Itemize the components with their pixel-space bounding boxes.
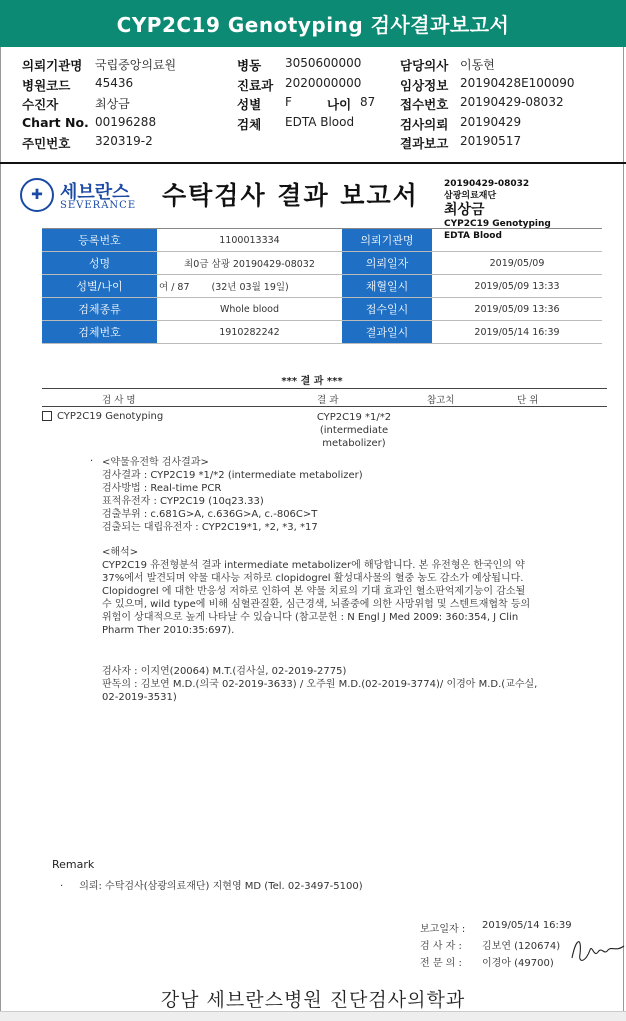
grid-label: 등록번호 xyxy=(42,229,157,251)
results-title: *** 결 과 *** xyxy=(281,376,343,387)
info-label: 주민번호 xyxy=(22,136,71,151)
info-label: 병동 xyxy=(237,58,262,73)
grid-label: 의뢰기관명 xyxy=(342,229,432,251)
info-value: EDTA Blood xyxy=(285,115,355,129)
remark-item xyxy=(60,877,363,892)
sticker-line: 삼광의료재단 xyxy=(444,191,497,201)
staff-line: 검사자 : 이지연(20064) M.T.(검사실, 02-2019-2775) xyxy=(102,666,347,677)
col-header-ref: 참고치 xyxy=(427,395,455,406)
grid-label: 검체종류 xyxy=(42,298,157,320)
divider xyxy=(0,162,626,164)
grid-value xyxy=(432,229,602,251)
interp-heading: <해석> xyxy=(102,547,139,558)
table-rule xyxy=(42,406,607,407)
sex-age: 여 / 87 xyxy=(159,282,190,293)
info-value: 3050600000 xyxy=(285,56,362,70)
result-line: (intermediate xyxy=(319,425,389,436)
grid-label: 채혈일시 xyxy=(342,275,432,297)
table-rule xyxy=(42,388,607,389)
grid-value: 1100013334 xyxy=(219,234,280,246)
info-value: 45436 xyxy=(95,76,134,90)
info-label: 수진자 xyxy=(22,97,59,112)
info-value: F xyxy=(285,95,292,109)
interp-line: 위험이 상대적으로 높게 나타날 수 있습니다 (참고문헌 : N Engl J Med 2009: 360:354, J Clin xyxy=(102,612,519,623)
pgx-heading: <약물유전학 검사결과> xyxy=(102,457,209,468)
info-value: 20190429 xyxy=(460,115,522,129)
info-label: 진료과 xyxy=(237,78,274,93)
staff-line: 02-2019-3531) xyxy=(102,692,177,703)
grid-value: 1910282242 xyxy=(219,326,280,338)
info-label: 의뢰기관명 xyxy=(22,58,83,73)
result-line: metabolizer) xyxy=(322,438,386,449)
examiner: 김보연 (120674) xyxy=(482,941,561,952)
interp-line: CYP2C19 유전형분석 결과 intermediate metabolizer에 해당합니다. 본 유전형은 한국인의 약 xyxy=(102,560,525,571)
sign-label: 검 사 자 : xyxy=(420,941,462,952)
grid-value: 2019/05/14 16:39 xyxy=(474,326,560,338)
col-header-name: 검 사 명 xyxy=(102,395,136,406)
grid-row xyxy=(42,252,602,275)
grid-value: 2019/05/09 xyxy=(489,257,545,269)
logo-korean: 세브란스 xyxy=(60,182,130,203)
sign-label: 보고일자 : xyxy=(420,924,466,935)
info-label: 성별 xyxy=(237,97,262,112)
interp-line: Clopidogrel 에 대한 반응성 저하로 인하여 본 약물 치료의 기대 효과인 혈소판억제기능이 감소될 xyxy=(102,586,526,597)
grid-row xyxy=(42,229,602,252)
info-label: 담당의사 xyxy=(400,58,449,73)
sign-label: 전 문 의 : xyxy=(420,958,462,969)
scan-title: 수탁검사 결과 보고서 xyxy=(162,181,419,210)
specialist: 이경아 (49700) xyxy=(482,958,554,969)
pgx-line: 검출부위 : c.681G>A, c.636G>A, c.-806C>T xyxy=(102,509,318,520)
interp-line: 37%에서 발견되며 약물 대사능 저하로 clopidogrel 활성대사물의 혈중 농도 감소가 예상됩니다. xyxy=(102,573,524,584)
spacer xyxy=(102,637,602,665)
col-header-unit: 단 위 xyxy=(517,395,539,406)
scanned-report xyxy=(12,170,612,969)
test-result xyxy=(308,411,400,450)
remark-text: 의뢰: 수탁검사(삼광의료재단) 지현영 MD (Tel. 02-3497-5100) xyxy=(79,881,363,892)
grid-value xyxy=(157,275,344,297)
grid-row xyxy=(42,298,602,321)
logo-english: SEVERANCE xyxy=(60,200,137,211)
grid-value: Whole blood xyxy=(219,303,280,315)
test-name xyxy=(42,411,163,422)
col-header-result: 결 과 xyxy=(317,395,339,406)
info-value: 최상금 xyxy=(95,97,130,111)
report-title: CYP2C19 Genotyping 검사결과보고서 xyxy=(116,13,510,37)
severance-logo xyxy=(16,176,136,216)
spacer xyxy=(102,534,602,546)
birth-date: (32년 03월 19일) xyxy=(211,282,289,293)
remark-title: Remark xyxy=(52,858,95,871)
pgx-line: 검사결과 : CYP2C19 *1/*2 (intermediate metabolizer) xyxy=(102,470,363,481)
grid-label: 결과일시 xyxy=(342,321,432,343)
info-label: 임상정보 xyxy=(400,78,449,93)
result-line: CYP2C19 *1/*2 xyxy=(316,412,392,423)
sticker-line: EDTA Blood xyxy=(444,231,502,241)
info-value: 00196288 xyxy=(95,115,157,129)
test-name-text: CYP2C19 Genotyping xyxy=(57,411,164,422)
grid-value: 2019/05/09 13:36 xyxy=(474,303,560,315)
checkbox-icon xyxy=(42,411,52,421)
seal-icon: ✚ xyxy=(20,178,54,212)
report-date: 2019/05/14 16:39 xyxy=(482,920,572,931)
staff-line: 판독의 : 김보연 M.D.(의국 02-2019-3633) / 오주원 M.D.(02-2019-3774)/ 이경아 M.D.(교수실, xyxy=(102,679,538,690)
grid-value: 2019/05/09 13:33 xyxy=(474,280,560,292)
info-value: 이동현 xyxy=(460,58,495,72)
info-label: 접수번호 xyxy=(400,97,449,112)
pgx-line: 표적유전자 : CYP2C19 (10q23.33) xyxy=(102,496,264,507)
department-footer: 강남 세브란스병원 진단검사의학과 xyxy=(160,989,466,1011)
grid-row xyxy=(42,275,602,298)
grid-label: 접수일시 xyxy=(342,298,432,320)
grid-label: 의뢰일자 xyxy=(342,252,432,274)
grid-label: 성명 xyxy=(42,252,157,274)
grid-value: 최0금 삼광 20190429-08032 xyxy=(184,259,315,270)
report-title-bar xyxy=(0,0,626,47)
grid-row xyxy=(42,321,602,344)
info-label: 결과보고 xyxy=(400,136,449,151)
result-body xyxy=(102,456,602,704)
sticker-line: 20190429-08032 xyxy=(444,179,530,189)
sticker-line: CYP2C19 Genotyping xyxy=(444,219,551,229)
grid-label: 검체번호 xyxy=(42,321,157,343)
signature-mark xyxy=(568,928,626,968)
info-label: Chart No. xyxy=(22,115,89,130)
info-value: 2020000000 xyxy=(285,76,362,90)
bullet-icon: · xyxy=(60,881,64,892)
sticker-name: 최상금 xyxy=(444,202,485,218)
interp-line: Pharm Ther 2010:35:697). xyxy=(102,625,235,636)
info-label: 병원코드 xyxy=(22,78,71,93)
interp-line: 수 있으며, wild type에 비해 심혈관질환, 심근경색, 뇌졸중에 의한 사망위험 및 스텐트재협착 등의 xyxy=(102,599,531,610)
pgx-line: 검사방법 : Real-time PCR xyxy=(102,483,222,494)
info-value: 20190428E100090 xyxy=(460,76,575,90)
pgx-line: 검출되는 대립유전자 : CYP2C19*1, *2, *3, *17 xyxy=(102,522,318,533)
grid-label: 성별/나이 xyxy=(42,275,157,297)
info-value: 87 xyxy=(360,95,376,109)
patient-grid xyxy=(42,228,602,344)
info-value: 20190517 xyxy=(460,134,522,148)
bullet-icon: · xyxy=(90,456,94,467)
info-value: 320319-2 xyxy=(95,134,153,148)
info-value: 20190429-08032 xyxy=(460,95,564,109)
info-label: 검사의뢰 xyxy=(400,117,449,132)
info-label: 검체 xyxy=(237,117,262,132)
info-label: 나이 xyxy=(327,97,352,112)
info-value: 국립중앙의료원 xyxy=(95,58,177,72)
